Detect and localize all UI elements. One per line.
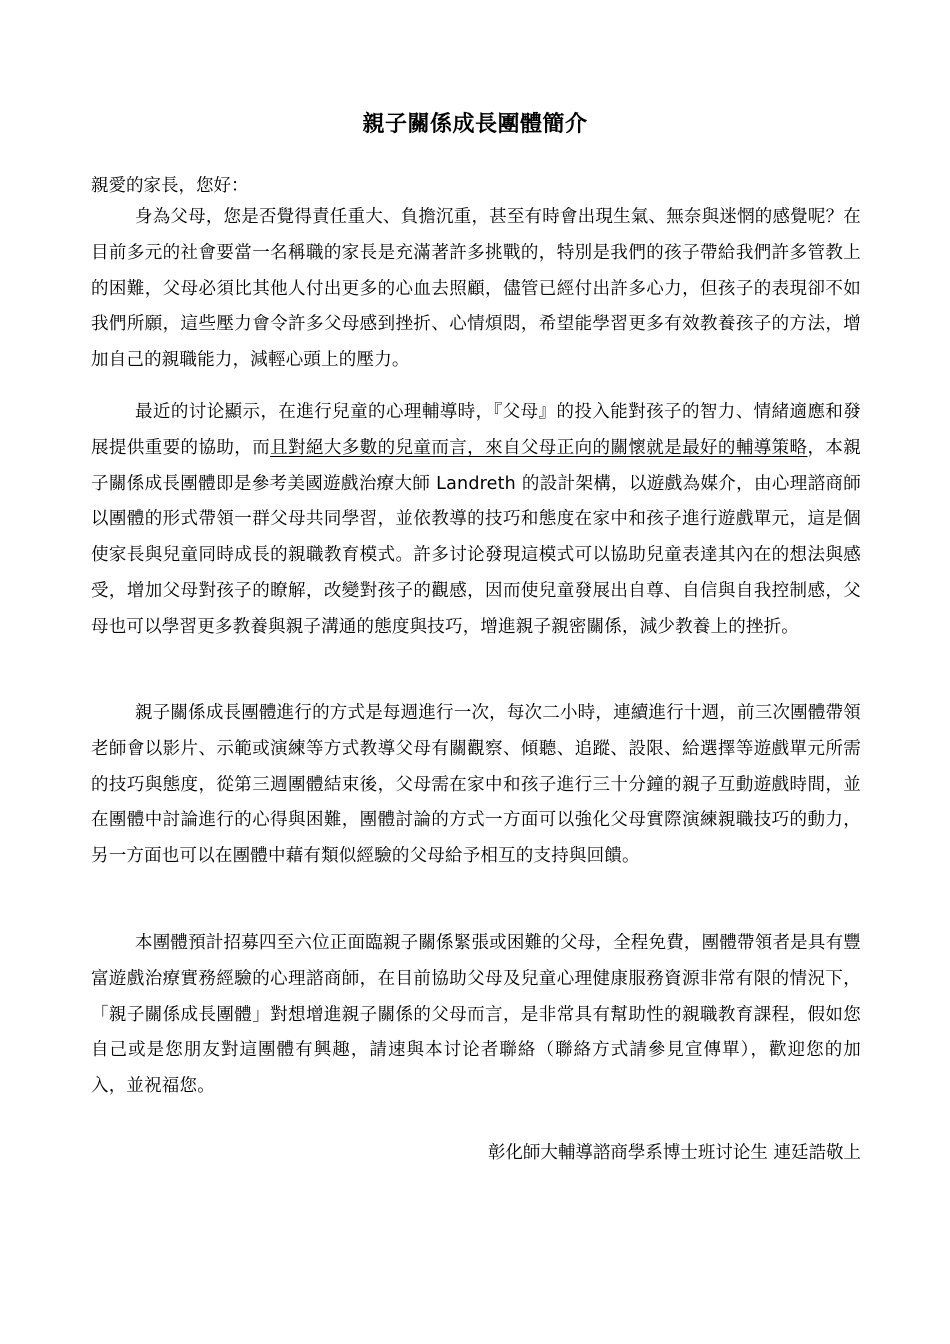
signature-line: 彰化師大輔導諮商學系博士班讨论生 連廷誥敬上 [487, 1143, 861, 1163]
document-title: 親子關係成長團體簡介 [362, 112, 588, 137]
greeting-line: 親愛的家長，您好： [91, 176, 249, 196]
paragraph-recruitment: 本團體預計招募四至六位正面臨親子關係緊張或困難的父母，全程免費，團體帶領者是具有豐富遊戲治療實務經驗的心理諮商師，在目前協助父母及兒童心理健康服務資源非常有限的情況下，「親子關係成長團體」對想增進親子關係的父母而言，是非常具有幫助性的親職教育課程，假如您自己或是您朋友對這團體有興趣，請速與本讨论者聯絡（聯絡方式請參見宣傳單），歡迎您的加入，並祝福您。 [91, 933, 861, 1097]
paragraph-format: 親子關係成長團體進行的方式是每週進行一次，每次二小時，連續進行十週，前三次團體帶領老師會以影片、示範或演練等方式教導父母有關觀察、傾聽、追蹤、設限、給選擇等遊戲單元所需的技巧與態度，從第三週團體結束後，父母需在家中和孩子進行三十分鐘的親子互動遊戲時間，並在團體中討論進行的心得與困難，團體討論的方式一方面可以強化父母實際演練親職技巧的動力，另一方面也可以在團體中藉有類似經驗的父母給予相互的支持與回饋。 [91, 703, 861, 867]
paragraph-intro: 身為父母，您是否覺得責任重大、負擔沉重，甚至有時會出現生氣、無奈與迷惘的感覺呢？在目前多元的社會要當一名稱職的家長是充滿著許多挑戰的，特別是我們的孩子帶給我們許多管教上的困難，父母必須比其他人付出更多的心血去照顧，儘管已經付出許多心力，但孩子的表現卻不如我們所願，這些壓力會令許多父母感到挫折、心情煩悶，希望能學習更多有效教養孩子的方法，增加自己的親職能力，減輕心頭上的壓力。 [91, 207, 861, 371]
underlined-emphasis: 且對絕大多數的兒童而言，來自父母正向的關懷就是最好的輔導策略 [270, 437, 808, 458]
paragraph-research-text-end: ，本親子關係成長團體即是參考美國遊戲治療大師 Landreth 的設計架構，以遊戲為媒介，由心理諮商師以團體的形式帶領一群父母共同學習，並依教導的技巧和態度在家中和孩子進行遊戲單元，這是個使家長與兒童同時成長的親職教育模式。許多讨论發現這模式可以協助兒童表達其內在的想法與感受，增加父母對孩子的瞭解，改變對孩子的觀感，因而使兒童發展出自尊、自信與自我控制感，父母也可以學習更多教養與親子溝通的態度與技巧，增進親子親密關係，減少教養上的挫折。 [91, 437, 862, 637]
paragraph-research-text-start: 最近的讨论顯示，在進行兒童的心理輔導時，『父母』的投入能對孩子的智力、情緒適應和發展提供重要的協助，而 [91, 402, 861, 458]
paragraph-research [91, 395, 861, 646]
